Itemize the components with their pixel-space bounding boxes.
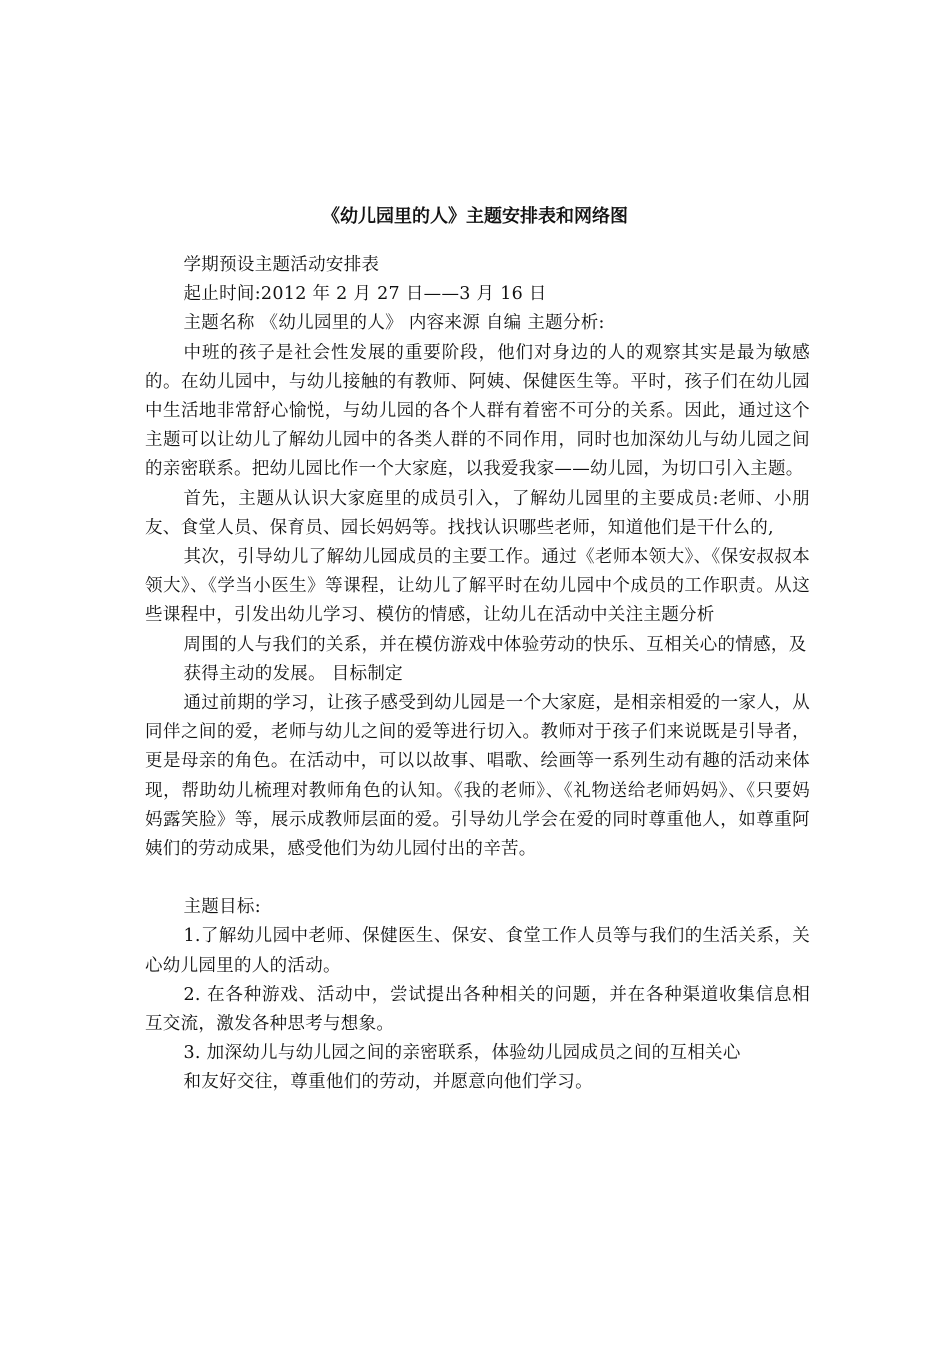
paragraph-goal-2: 2. 在各种游戏、活动中，尝试提出各种相关的问题，并在各种渠道收集信息相互交流，激发各种思考与想象。 — [145, 984, 810, 1035]
paragraph-goal-3-continued: 和友好交往，尊重他们的劳动，并愿意向他们学习。 — [183, 1072, 593, 1093]
paragraph-goal-3: 3. 加深幼儿与幼儿园之间的亲密联系，体验幼儿园成员之间的互相关心 — [183, 1043, 741, 1064]
paragraph-goal-setting: 通过前期的学习，让孩子感受到幼儿园是一个大家庭，是相亲相爱的一家人，从同伴之间的爱，老师与幼儿之间的爱等进行切入。教师对于孩子们来说既是引导者，更是母亲的角色。在活动中，可以以故事、唱歌、绘画等一系列生动有趣的活动来体现，帮助幼儿梳理对教师角色的认知。《我的老师》、《礼物送给老师妈妈》、《只要妈妈露笑脸》等，展示成教师层面的爱。引导幼儿学会在爱的同时尊重他人，如尊重阿姨们的劳动成果，感受他们为幼儿园付出的辛苦。 — [145, 693, 810, 860]
document-title: 《幼儿园里的人》主题安排表和网络图 — [322, 206, 628, 227]
paragraph-theme-name: 主题名称 《幼儿园里的人》 内容来源 自编 主题分析: — [183, 313, 605, 334]
paragraph-relations: 周围的人与我们的关系，并在模仿游戏中体验劳动的快乐、互相关心的情感，及 — [183, 634, 807, 655]
paragraph-analysis-intro: 中班的孩子是社会性发展的重要阶段，他们对身边的人的观察其实是最为敏感的。在幼儿园中，与幼儿接触的有教师、阿姨、保健医生等。平时，孩子们在幼儿园中生活地非常舒心愉悦，与幼儿园的各个人群有着密不可分的关系。因此，通过这个主题可以让幼儿了解幼儿园中的各类人群的不同作用，同时也加深幼儿与幼儿园之间的亲密联系。把幼儿园比作一个大家庭，以我爱我家——幼儿园，为切口引入主题。 — [145, 342, 810, 480]
paragraph-theme-goals-heading: 主题目标: — [183, 897, 261, 918]
paragraph-date-range: 起止时间:2012 年 2 月 27 日——3 月 16 日 — [183, 284, 547, 305]
paragraph-development: 获得主动的发展。 目标制定 — [183, 663, 403, 684]
paragraph-first: 首先，主题从认识大家庭里的成员引入，了解幼儿园里的主要成员:老师、小朋友、食堂人员、保育员、园长妈妈等。找找认识哪些老师，知道他们是干什么的, — [145, 488, 810, 538]
paragraph-second: 其次，引导幼儿了解幼儿园成员的主要工作。通过《老师本领大》、《保安叔叔本领大》、《学当小医生》等课程，让幼儿了解平时在幼儿园中个成员的工作职责。从这些课程中，引发出幼儿学习、模仿的情感，让幼儿在活动中关注主题分析 — [145, 547, 810, 626]
paragraph-goal-1: 1.了解幼儿园中老师、保健医生、保安、食堂工作人员等与我们的生活关系，关心幼儿园里的人的活动。 — [145, 926, 810, 976]
document-body — [145, 251, 810, 1098]
paragraph-schedule-heading: 学期预设主题活动安排表 — [183, 255, 380, 275]
